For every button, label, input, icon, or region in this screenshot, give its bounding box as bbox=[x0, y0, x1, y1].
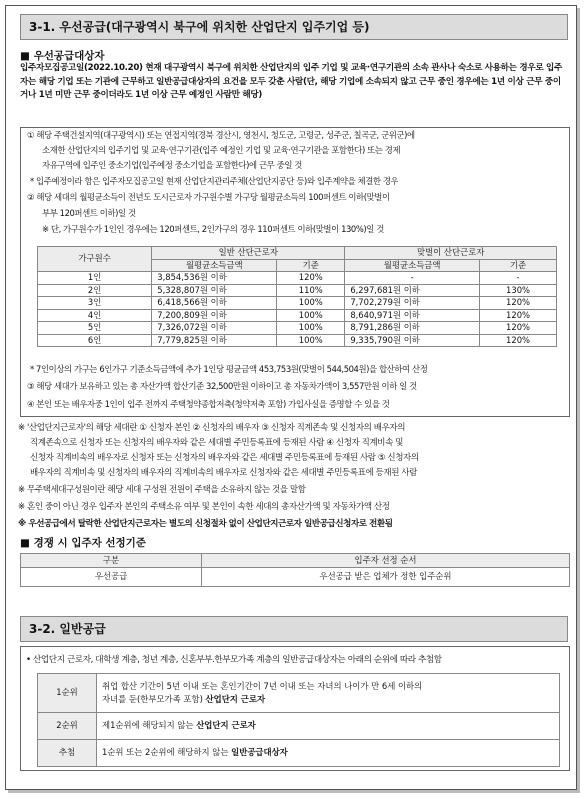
table-row bbox=[38, 297, 557, 310]
income-general-cell: 5,328,807원 이하 bbox=[152, 284, 277, 297]
income-sub-standard-general: 기준 bbox=[277, 259, 345, 272]
table-row bbox=[38, 334, 557, 347]
table-row bbox=[21, 568, 570, 587]
criteria-line-6: 부부 120퍼센트 이하)일 것 bbox=[42, 208, 136, 218]
criteria-line-4: * 입주예정이라 함은 입주자모집공고일 현재 산업단지관리주체(산업단지공단 등)와 입주계약을 체결한 경우 bbox=[30, 176, 399, 186]
income-col-household: 가구원수 bbox=[38, 247, 152, 272]
income-dual-standard-cell: - bbox=[480, 272, 557, 285]
selection-table bbox=[20, 553, 570, 587]
rank-desc-1-line-2 bbox=[102, 693, 559, 706]
rank-desc-2-text: 제1순위에 해당되지 않는 bbox=[102, 720, 197, 731]
after-line-1: * 7인이상의 가구는 6인가구 기준소득금액에 추가 1인당 평균금액 453,753원(맞벌이 544,504원)을 합산하여 산정 bbox=[30, 364, 428, 374]
income-dual-standard-cell: 130% bbox=[480, 284, 557, 297]
note-household-definition-3: 신청자 직계비속의 배우자로 신청자 또는 신청자의 배우자와 같은 세대별 주민등록표에 등재된 사람 ⑤ 신청자의 bbox=[30, 453, 419, 463]
note-transfer: ※ 우선공급에서 탈락한 산업단지근로자는 별도의 신청절차 없이 산업단지근로자 일반공급신청자로 전환됨 bbox=[18, 519, 393, 529]
rank-desc-lottery-bold: 일반공급대상자 bbox=[231, 747, 288, 758]
rank-desc-2-bold: 산업단지 근로자 bbox=[196, 720, 256, 731]
after-line-2: ③ 해당 세대가 보유하고 있는 총 자산가액 합산기준 32,500만원 이하이고 총 자동차가액이 3,557만원 이하 일 것 bbox=[27, 381, 417, 391]
table-row bbox=[38, 713, 560, 740]
income-sub-standard-dual: 기준 bbox=[480, 259, 557, 272]
income-general-standard-cell: 100% bbox=[277, 334, 345, 347]
criteria-line-5: ② 해당 세대의 월평균소득이 전년도 도시근로자 가구원수별 가구당 월평균소득의 100퍼센트 이하(맞벌이 bbox=[27, 192, 390, 202]
note-household-definition-2: 직계존속으로 신청자 또는 신청자의 배우자와 같은 세대별 주민등록표에 등재된 사람 ④ 신청자 직계비속 및 bbox=[30, 438, 404, 448]
income-dual-standard-cell: 120% bbox=[480, 322, 557, 335]
income-general-cell: 3,854,536원 이하 bbox=[152, 272, 277, 285]
income-dual-cell: - bbox=[345, 272, 480, 285]
intro-paragraph: 입주자모집공고일(2022.10.20) 현재 대구광역시 북구에 위치한 산업단지의 입주 기업 및 교육·연구기관의 소속 관사나 숙소로 사용하는 경우로 입주자는 해당 기업 또는 기관에 근무하고 일반공급대상자의 요건을 모두 갖춘 사람(단, 해당 기업에 소속되지 않고 근무 중인 경우에는 1년 이상 근무 중이거나 1년 미만 근무 중이더라도 1년 이상 근무 예정인 사람만 해당) bbox=[20, 63, 563, 100]
income-dual-cell: 8,640,971원 이하 bbox=[345, 309, 480, 322]
section-title-general: 3-2. 일반공급 bbox=[20, 616, 568, 642]
note-household-definition-1: ※ '산업단지근로자'의 해당 세대란 ① 신청자 본인 ② 신청자의 배우자 ③ 신청자 직계존속 및 신청자의 배우자의 bbox=[18, 423, 406, 433]
income-col-dual: 맞벌이 산단근로자 bbox=[345, 247, 557, 260]
income-general-standard-cell: 100% bbox=[277, 309, 345, 322]
income-col-general: 일반 산단근로자 bbox=[152, 247, 345, 260]
rank-desc-lottery bbox=[97, 740, 560, 767]
income-general-standard-cell: 100% bbox=[277, 297, 345, 310]
selection-cell-category: 우선공급 bbox=[21, 568, 202, 587]
rank-label-lottery: 추첨 bbox=[38, 740, 97, 767]
income-sub-income-dual: 월평균소득금액 bbox=[345, 259, 480, 272]
table-row bbox=[38, 740, 560, 767]
after-line-3: ④ 본인 또는 배우자중 1인이 입주 전까지 주택청약종합저축(청약저축 포함) 가입사실을 증명할 수 있을 것 bbox=[27, 399, 390, 409]
heading-priority-target: ■ 우선공급대상자 bbox=[20, 50, 105, 62]
income-dual-cell: 7,702,279원 이하 bbox=[345, 297, 480, 310]
income-dual-cell: 9,335,790원 이하 bbox=[345, 334, 480, 347]
income-general-standard-cell: 120% bbox=[277, 272, 345, 285]
income-household-cell: 2인 bbox=[38, 284, 152, 297]
selection-col-order: 입주자 선정 순서 bbox=[202, 554, 570, 568]
income-table bbox=[37, 246, 557, 347]
table-row bbox=[38, 272, 557, 285]
income-household-cell: 6인 bbox=[38, 334, 152, 347]
rank-desc-lottery-text: 1순위 또는 2순위에 해당하지 않는 bbox=[102, 747, 232, 758]
income-general-standard-cell: 110% bbox=[277, 284, 345, 297]
selection-col-category: 구분 bbox=[21, 554, 202, 568]
criteria-line-1: ① 해당 주택건설지역(대구광역시) 또는 연접지역(경북 경산시, 영천시, 청도군, 고령군, 성주군, 칠곡군, 군위군)에 bbox=[27, 130, 415, 140]
table-row bbox=[38, 322, 557, 335]
income-dual-standard-cell: 120% bbox=[480, 297, 557, 310]
income-dual-standard-cell: 120% bbox=[480, 309, 557, 322]
income-general-standard-cell: 100% bbox=[277, 322, 345, 335]
income-dual-standard-cell: 120% bbox=[480, 334, 557, 347]
rank-desc-2 bbox=[97, 713, 560, 740]
income-general-cell: 7,779,825원 이하 bbox=[152, 334, 277, 347]
general-rank-table bbox=[37, 673, 560, 767]
rank-desc-1-line-1: 취업 합산 기간이 5년 이내 또는 혼인기간이 7년 이내 또는 자녀의 나이가 만 6세 이하의 bbox=[102, 681, 423, 691]
income-household-cell: 5인 bbox=[38, 322, 152, 335]
income-household-cell: 4인 bbox=[38, 309, 152, 322]
rank-desc-1-bold: 산업단지 근로자 bbox=[205, 694, 266, 704]
rank-desc-1 bbox=[97, 674, 560, 713]
rank-label-2: 2순위 bbox=[38, 713, 97, 740]
rank-desc-1-text: 자녀를 둔(한부모가족 포함) bbox=[102, 694, 206, 704]
note-unmarried: ※ 혼인 중이 아닌 경우 입주자 본인의 주택소유 여부 및 본인이 속한 세대의 총자산가액 및 자동차가액 산정 bbox=[18, 502, 390, 512]
criteria-line-2: 소재한 산업단지의 입주기업 및 교육·연구기관(입주 예정인 기업 및 교육·연구기관을 포함한다) 또는 경제 bbox=[42, 145, 401, 155]
income-dual-cell: 8,791,286원 이하 bbox=[345, 322, 480, 335]
income-household-cell: 3인 bbox=[38, 297, 152, 310]
section-title-priority: 3-1. 우선공급(대구광역시 북구에 위치한 산업단지 입주기업 등) bbox=[20, 14, 568, 40]
income-general-cell: 7,326,072원 이하 bbox=[152, 322, 277, 335]
table-row bbox=[38, 674, 560, 713]
general-intro: • 산업단지 근로자, 대학생 계층, 청년 계층, 신혼부부.한부모가족 계층의 일반공급대상자는 아래의 순위에 따라 추첨함 bbox=[26, 655, 442, 665]
table-row bbox=[38, 284, 557, 297]
income-household-cell: 1인 bbox=[38, 272, 152, 285]
selection-cell-order: 우선공급 받은 업체가 정한 입주순위 bbox=[202, 568, 570, 587]
table-row bbox=[38, 309, 557, 322]
criteria-line-7: ※ 단, 가구원수가 1인인 경우에는 120퍼센트, 2인가구의 경우 110퍼센트 이하(맞벌이 130%)일 것 bbox=[42, 224, 384, 234]
income-sub-income-general: 월평균소득금액 bbox=[152, 259, 277, 272]
heading-selection: ■ 경쟁 시 입주자 선정기준 bbox=[20, 537, 146, 549]
income-general-cell: 7,200,809원 이하 bbox=[152, 309, 277, 322]
note-homeless: ※ 무주택세대구성원이란 해당 세대 구성원 전원이 주택을 소유하지 않는 것을 말함 bbox=[18, 485, 306, 495]
criteria-line-3: 자유구역에 입주인 중소기업(입주예정 중소기업을 포함한다)에 근무 중일 것 bbox=[42, 160, 302, 170]
income-general-cell: 6,418,566원 이하 bbox=[152, 297, 277, 310]
note-household-definition-4: 배우자의 직계비속 및 신청자의 배우자의 직계비속의 배우자로 신청자와 같은 세대별 주민등록표에 등재된 사람 bbox=[30, 468, 417, 478]
income-dual-cell: 6,297,681원 이하 bbox=[345, 284, 480, 297]
rank-label-1: 1순위 bbox=[38, 674, 97, 713]
